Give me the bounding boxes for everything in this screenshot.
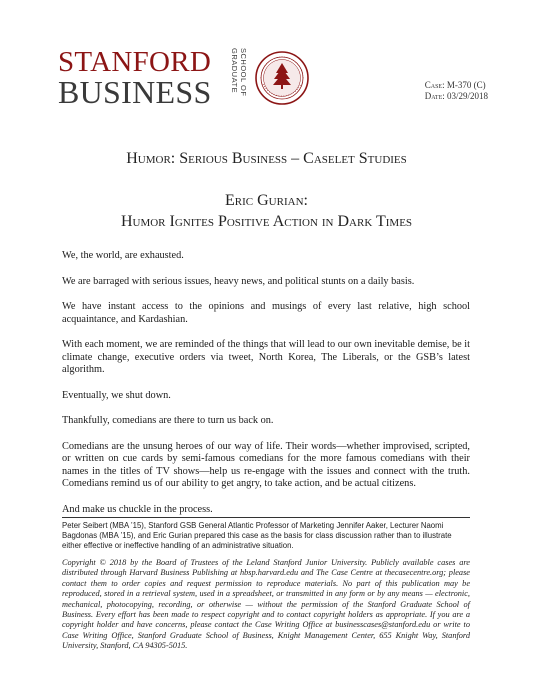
case-label: Case: [424, 80, 445, 90]
page-header [58, 44, 488, 108]
case-title-line-1: Eric Gurian: [225, 192, 308, 209]
case-info [425, 80, 488, 102]
paragraph: We, the world, are exhausted. [62, 250, 184, 261]
logo-business-wordmark: BUSINESS [58, 74, 212, 110]
date-label: Date: [424, 91, 445, 101]
copyright-notice: Copyright © 2018 by the Board of Trustees of the Leland Stanford Junior University. Publicly available cases are distributed through Harvard Business Publishing at hbsp.harvard.edu and The Case Centre at thecasecentre.org; please contact them to order copies and request permission to reproduce materials. No part of this publication may be reproduced, stored in a retrieval system, used in a spreadsheet, or transmitted in any form or by any means — electronic, mechanical, photocopying, recording, or otherwise — without the permission of the Stanford Graduate School of Business. Every effort has been made to respect copyright and to contact copyright holders as appropriate. If you are a copyright holder and have concerns, please contact the Case Writing Office at businesscases@stanford.edu or write to Case Writing Office, Stanford Graduate School of Business, Knight Management Center, 655 Knight Way, Stanford University, Stanford, CA 94305-5015. [62, 558, 470, 651]
paragraph: And make us chuckle in the process. [62, 503, 213, 515]
paragraph: With each moment, we are reminded of the things that will lead to our own inevitable demise, be it climate change, executive orders via tweet, North Korea, The Liberals, or the GSB’s latest algorithm. [62, 339, 470, 375]
case-title [0, 190, 533, 232]
body-text [62, 250, 470, 529]
case-value: M-370 (C) [446, 80, 486, 90]
paragraph: Thankfully, comedians are there to turn us back on. [62, 415, 274, 426]
paragraph: Comedians are the unsung heroes of our way of life. Their words—whether improvised, scripted, or written on cue cards by semi-famous comedians for the more famous comedians with their names in the titles of TV shows—help us re-engage with the issues and connect with the truth. Comedians remind us of our ability to get angry, to take action, and be actual citizens. [62, 440, 470, 489]
case-title-line-2: Humor Ignites Positive Action in Dark Times [120, 213, 413, 230]
author-footnote: Peter Seibert (MBA ’15), Stanford GSB General Atlantic Professor of Marketing Jennifer Aaker, Lecturer Naomi Bagdonas (MBA ’15), and Eric Gurian prepared this case as the basis for class discussion rather than to illustrate either effective or ineffective handling of an administrative situation. [62, 521, 452, 550]
date-value: 03/29/2018 [446, 91, 488, 101]
logo-stanford-wordmark: STANFORD [58, 46, 212, 78]
case-number-row [425, 80, 488, 91]
series-title: Humor: Serious Business – Caselet Studies [126, 150, 407, 167]
paragraph: We are barraged with serious issues, heavy news, and political stunts on a daily basis. [62, 275, 415, 287]
logo-graduate-school-label [230, 48, 256, 106]
stanford-seal-icon [255, 51, 309, 105]
logo-vertical-text-1: GRADUATE [230, 48, 239, 94]
case-date-row [425, 91, 488, 102]
logo-vertical-text-2: SCHOOL OF [239, 48, 248, 97]
paragraph: Eventually, we shut down. [62, 389, 171, 401]
footnote-divider [62, 517, 470, 518]
paragraph: We have instant access to the opinions and musings of every last relative, high school acquaintance, and Kardashian. [62, 301, 470, 325]
